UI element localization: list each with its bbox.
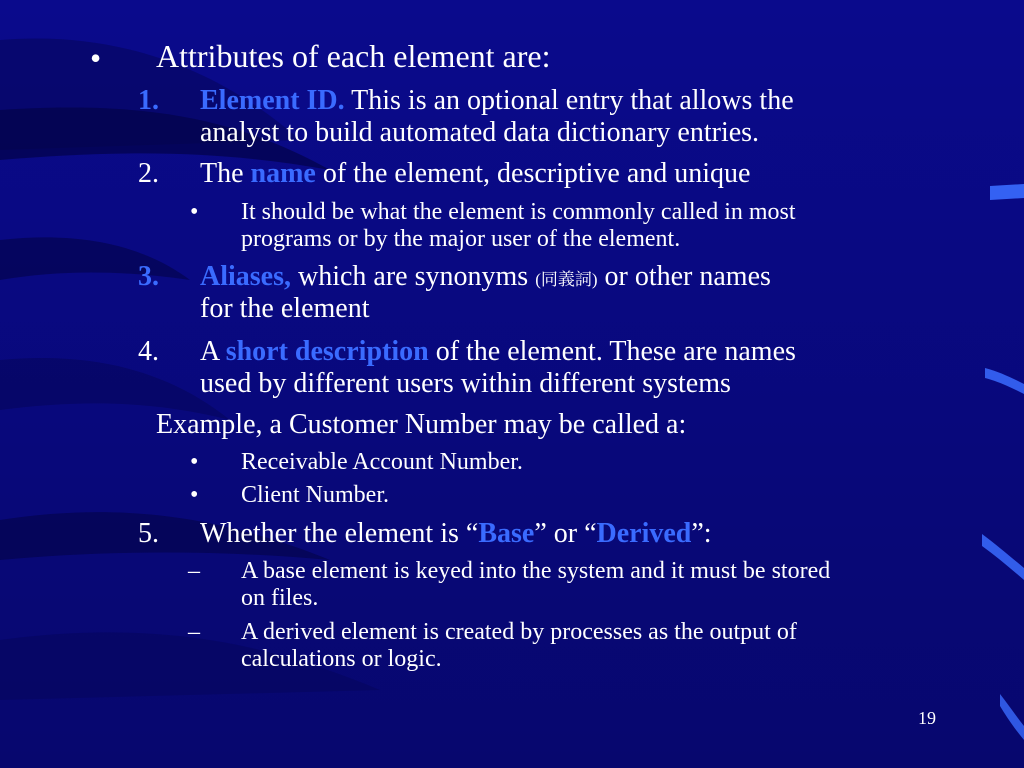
item-4-line-2: used by different users within different systems [200, 368, 731, 399]
item-4-line-1 [200, 336, 796, 368]
item-1-highlight: Element ID [200, 85, 338, 116]
item-3-number: 3. [138, 261, 159, 292]
item-2-number: 2. [138, 158, 159, 189]
item-1-line-1 [200, 85, 794, 117]
item-2-suffix: of the element, descriptive and unique [315, 158, 751, 189]
example-bullet-1-marker: • [190, 449, 199, 475]
item-1-number: 1. [138, 85, 159, 116]
item-4-suffix: of the element. These are names [428, 336, 796, 367]
item-2-sub-bullet: • [190, 199, 199, 225]
item-4-number: 4. [138, 336, 159, 367]
item-2-sub-line-1: It should be what the element is commonly called in most [241, 199, 796, 225]
example-bullet-1: Receivable Account Number. [241, 449, 523, 475]
item-5-middle: ” or “ [534, 518, 597, 549]
item-5-number: 5. [138, 518, 159, 549]
item-5-sub-2-line-1: A derived element is created by processes as the output of [241, 619, 797, 645]
slide-heading: Attributes of each element are: [156, 38, 551, 74]
item-3-line-2: for the element [200, 293, 370, 324]
item-5-highlight-base: Base [478, 518, 535, 549]
item-3-line-1 [200, 261, 771, 293]
item-5-sub-1-line-2: on files. [241, 585, 319, 611]
item-5-sub-1-marker: – [188, 558, 200, 584]
item-5-sub-1-line-1: A base element is keyed into the system and it must be stored [241, 558, 831, 584]
item-2-highlight: name [250, 158, 316, 189]
item-5-prefix: Whether the element is “ [200, 518, 479, 549]
item-5-sub-2-line-2: calculations or logic. [241, 646, 442, 672]
item-3-highlight: Aliases [200, 261, 284, 292]
item-4-prefix: A [200, 336, 226, 367]
item-3-middle: which are synonyms [291, 261, 536, 292]
item-5-highlight-derived: Derived [596, 518, 692, 549]
example-intro: Example, a Customer Number may be called a: [156, 409, 687, 440]
item-2-prefix: The [200, 158, 251, 189]
item-5-sub-2-marker: – [188, 619, 200, 645]
item-1-highlight-suffix: . [337, 85, 345, 116]
item-2-sub-line-2: programs or by the major user of the element. [241, 226, 681, 252]
item-3-suffix: or other names [597, 261, 771, 292]
item-3-cjk: (同義詞) [535, 270, 598, 289]
item-1-line-2: analyst to build automated data dictionary entries. [200, 117, 760, 148]
item-5-suffix: ”: [691, 518, 712, 549]
item-4-highlight: short description [225, 336, 429, 367]
item-5-line [200, 518, 712, 550]
item-1-text: This is an optional entry that allows the [344, 85, 794, 116]
item-3-highlight-suffix: , [284, 261, 291, 292]
example-bullet-2: Client Number. [241, 482, 389, 508]
item-2-line [200, 158, 751, 190]
page-number: 19 [918, 708, 936, 728]
heading-bullet: • [90, 40, 102, 76]
example-bullet-2-marker: • [190, 482, 199, 508]
